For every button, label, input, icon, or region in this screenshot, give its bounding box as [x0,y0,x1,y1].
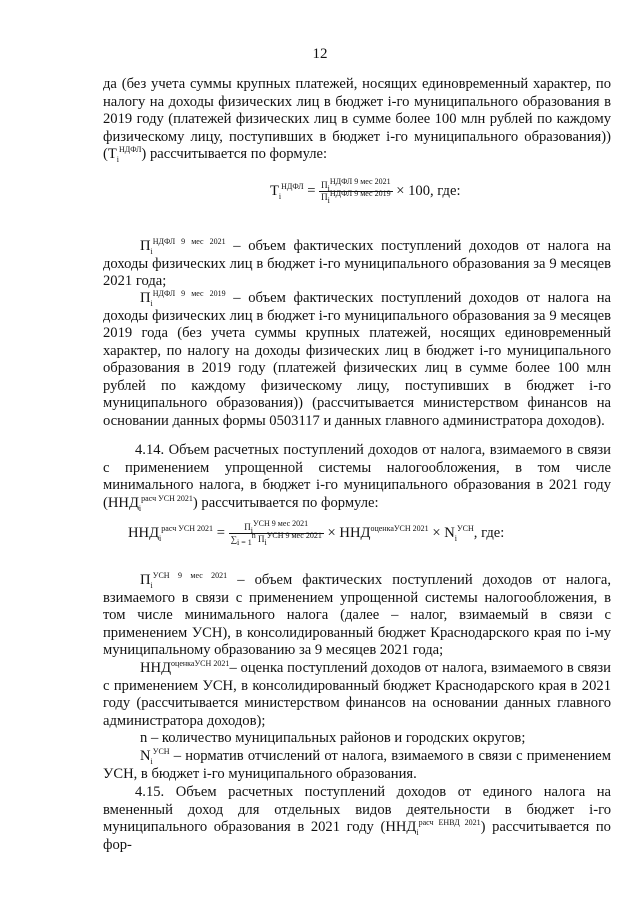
paragraph-ndfl-intro: да (без учета суммы крупных платежей, носящих единовременный характер, по налогу на доходы физических лиц в бюджет i-го муниципального образования в 2019 году (платежей физических лиц в сумме более 100 млн рублей по каждому физическому лицу, поступивших в бюджет i-го муниципального образования)) $(Т_i^{НДФЛ})$ рассчитывается по формуле: [103,76,611,164]
def2-sup: НДФЛ 9 мес 2019 [152,289,226,299]
def1-text: – объем фактических поступлений доходов от налога на доходы физических лиц в бюджет i-го муниципального образования за 9 месяцев 2021 года; [103,238,611,289]
section-4-14-sup: расч УСН 2021 [141,493,193,503]
section-4-15-text: 4.15. Объем расчетных поступлений доходов от единого налога на вмененный доход для отдельных видов деятельности в бюджет i-го муниципального образования в 2021 году [103,784,611,835]
formula-fraction-usn [229,519,324,547]
def2-i: i [150,298,153,308]
f2-est-sup: оценкаУСН 2021 [370,523,429,533]
symbol-i: i [116,154,120,164]
def2-p: П [140,290,151,306]
f2-eq: = [216,524,225,541]
def3-text: – объем фактических поступлений доходов от налога, взимаемого в связи с применением упрощенной системы налогообложения, в том числе минимального налога (далее – налог, взимаемый в связи с применением УСН), в консолидированный бюджет Краснодарского края по i-му муниципальному образованию за 9 месяцев 2021 года; [103,572,611,658]
def3-i: i [150,580,153,590]
f2-n: N [444,524,455,541]
def6-sup: УСН [152,747,170,757]
section-4-15-i: i [416,827,419,837]
f2-times-2: × [432,524,441,541]
def1-sup: НДФЛ 9 мес 2021 [152,237,226,247]
f2-den-i: i [264,537,267,547]
def2-text: – объем фактических поступлений доходов от налога на доходы физических лиц в бюджет i-го муниципального образования за 9 месяцев 2019 года (без учета суммы крупных платежей, носящих единовременный характер, по налогу на доходы физических лиц в бюджет i-го муниципального образования в 2019 году (платежей физических лиц в сумме более 100 млн рублей по каждому физическому лицу, поступивших в бюджет i-го муниципального образования)) (рассчитывается министерством финансов на основании данных формы 0503117 и данных главного администратора доходов). [103,290,611,429]
definition-p-usn [103,572,611,660]
section-4-14: 4.14. Объем расчетных поступлений доходов от налога, взимаемого в связи с применением упрощенной системы налогообложения, в том числе минимального налога, в бюджет i-го муниципального образования в 2021 году $(ННД_i^{расч УСН 2021})$ рассчитывается по формуле: [103,442,611,513]
definition-nnd-estimate [103,660,611,730]
def3-p: П [140,572,151,588]
def1-p: П [140,238,151,254]
f2-nnd-est: ННД [339,524,371,541]
def6-text: – норматив отчислений от налога, взимаемого в связи с применением УСН, в бюджет i-го муниципального образования. [103,748,611,782]
num-p: П [321,180,328,190]
definition-n-count: n – количество муниципальных районов и городских округов; [140,730,526,746]
page-number: 12 [312,46,328,62]
f2-i: i [159,533,162,543]
f2-denominator [229,531,324,547]
formula-ndfl [270,177,461,205]
f2-num-sup: УСН 9 мес 2021 [253,519,309,528]
def6-n: N [140,748,151,764]
den-sup: НДФЛ 9 мес 2019 [329,189,391,198]
section-4-14-end: рассчитывается по формуле: [201,494,379,511]
num-sup: НДФЛ 9 мес 2021 [329,177,391,186]
sum-icon: ∑ [230,534,237,544]
paragraph-ndfl-text: да (без учета суммы крупных платежей, носящих единовременный характер, по налогу на доходы физических лиц в бюджет i-го муниципального образования в 2019 году (платежей физических лиц в сумме более 100 млн рублей по каждому физическому лицу, поступивших в бюджет i-го муниципального образования)) [103,76,611,145]
section-4-14-i: i [138,503,142,513]
formula-t: Т [270,182,279,199]
section-4-15-nnd: ННД [385,819,417,835]
def1-i: i [150,246,153,256]
section-4-14-text: 4.14. Объем расчетных поступлений доходов от налога, взимаемого в связи с применением упрощенной системы налогообложения, в том числе минимального налога, в бюджет i-го муниципального образования в 2021 году [103,442,611,493]
num-i: i [327,183,330,193]
formula-usn [128,519,505,547]
section-4-15-end: рассчитывается по фор- [103,819,611,853]
f2-n-sup: УСН [457,523,474,533]
symbol-ndfl: НДФЛ [119,145,142,155]
def4-sup: оценкаУСН 2021 [171,659,230,669]
symbol-t: Т [107,146,117,162]
def4-nnd: ННД [140,660,172,676]
definition-p-ndfl-2019 [103,290,611,430]
f2-nnd: ННД [128,524,160,541]
f2-num-p: П [244,522,251,532]
formula-tail: × 100, где: [396,182,461,199]
formula-fraction-ndfl [319,177,392,205]
formula-t-sub: i [278,191,282,201]
f2-times-1: × [327,524,336,541]
def4-text: – оценка поступлений доходов от налога, взимаемого в связи с применением УСН, в консолидированный бюджет Краснодарского края в 2021 году (рассчитывается министерством финансов на основании данных главного администратора доходов); [103,660,611,729]
paragraph-ndfl-end: рассчитывается по формуле: [149,146,328,162]
f2-den-sup: УСН 9 мес 2021 [266,531,322,540]
section-4-14-nnd: ННД [107,494,139,511]
sum-lim: n [251,531,256,540]
definition-n-usn [103,748,611,783]
formula-eq: = [307,182,316,199]
f2-sup: расч УСН 2021 [161,523,214,533]
den-i: i [327,195,330,205]
den-p: П [321,192,328,202]
f2-n-i: i [454,533,457,543]
f2-den-p: П [257,534,265,544]
formula-t-sup: НДФЛ [281,181,304,191]
def3-sup: УСН 9 мес 2021 [152,571,228,581]
sum-from: i = 1 [237,537,252,547]
definition-p-ndfl-2021 [103,238,611,291]
def6-i: i [150,756,153,766]
fraction-denominator [319,189,392,205]
section-4-15-sup: расч ЕНВД 2021 [418,818,481,828]
f2-num-i: i [250,525,254,535]
f2-tail: , где: [473,524,505,541]
section-4-15: 4.15. Объем расчетных поступлений доходов от единого налога на вмененный доход для отдельных видов деятельности в бюджет i-го муниципального образования в 2021 году $(ННД_i^{расч ЕНВД 2021})$ рассчитывается по фор- [103,784,611,853]
